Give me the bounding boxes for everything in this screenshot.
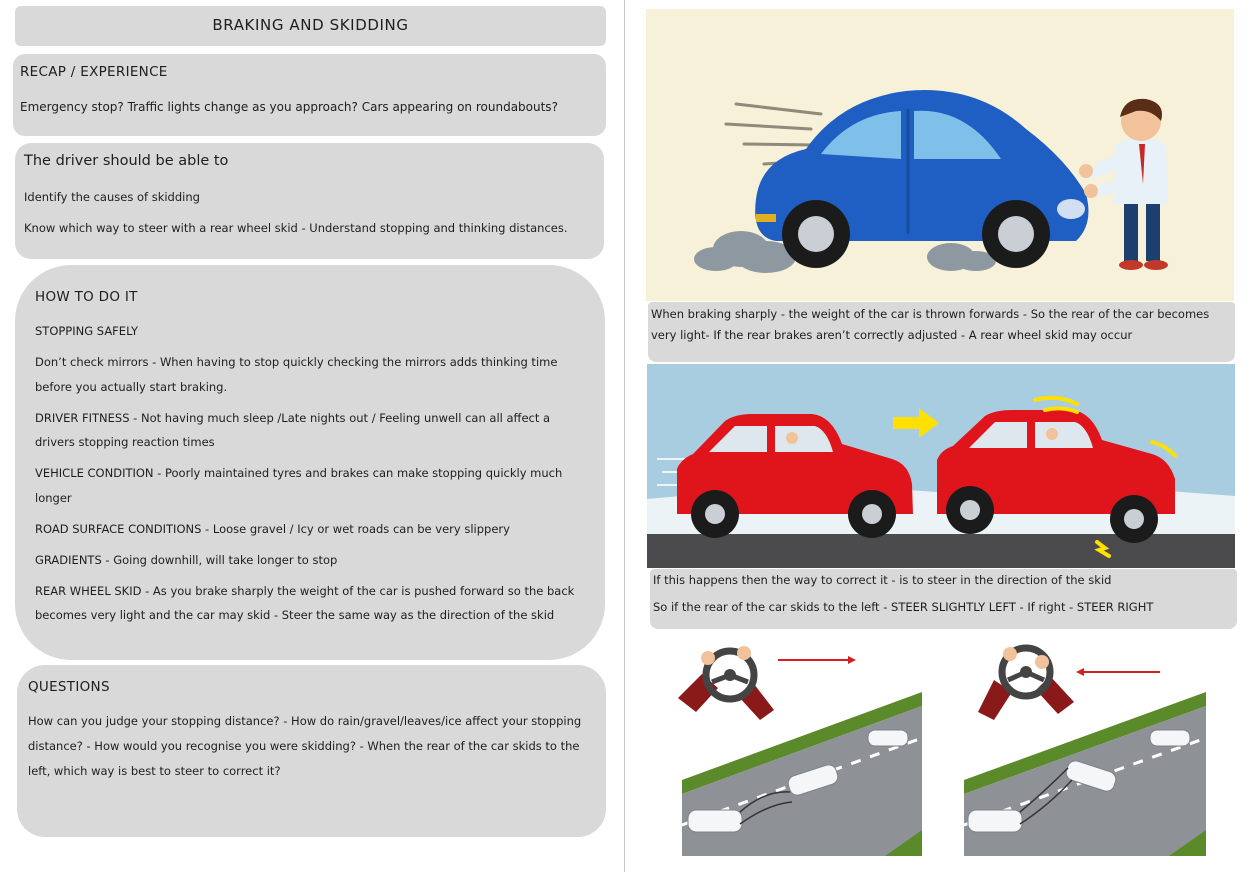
page-title: BRAKING AND SKIDDING bbox=[212, 16, 409, 34]
arrow-left-icon bbox=[1076, 668, 1160, 676]
mirrors-line-2: before you actually start braking. bbox=[35, 380, 228, 394]
correct-note-line-1: If this happens then the way to correct it - is to steer in the direction of the skid bbox=[653, 573, 1112, 587]
recap-text: Emergency stop? Traffic lights change as you approach? Cars appearing on roundabouts? bbox=[20, 100, 558, 114]
fitness-line-2: drivers stopping reaction times bbox=[35, 435, 215, 449]
road-surface-line: ROAD SURFACE CONDITIONS - Loose gravel / Icy or wet roads can be very slippery bbox=[35, 522, 510, 536]
steering-diagrams bbox=[670, 640, 1230, 856]
blue-car-icon bbox=[755, 90, 1088, 268]
questions-line-2: distance? - How would you recognise you were skidding? - When the rear of the car skids to the bbox=[28, 739, 580, 753]
braking-note-line-2: very light- If the rear brakes aren’t correctly adjusted - A rear wheel skid may occur bbox=[651, 328, 1133, 342]
title-banner bbox=[15, 6, 606, 46]
outcomes-line-1: Identify the causes of skidding bbox=[24, 190, 200, 204]
questions-panel bbox=[17, 665, 606, 837]
questions-line-1: How can you judge your stopping distance? - How do rain/gravel/leaves/ice affect your stopping bbox=[28, 714, 582, 728]
vehicle-line-2: longer bbox=[35, 491, 72, 505]
mirrors-line-1: Don’t check mirrors - When having to stop quickly checking the mirrors adds thinking time bbox=[35, 355, 558, 369]
recap-heading: RECAP / EXPERIENCE bbox=[20, 64, 168, 80]
steer-left-diagram bbox=[678, 646, 922, 856]
recap-panel bbox=[13, 54, 606, 136]
direction-arrow-icon bbox=[893, 408, 939, 438]
red-car-skid-illustration bbox=[647, 364, 1235, 568]
braking-note-line-1: When braking sharply - the weight of the car is thrown forwards - So the rear of the car becomes bbox=[651, 307, 1210, 321]
questions-line-3: left, which way is best to steer to correct it? bbox=[28, 764, 281, 778]
questions-heading: QUESTIONS bbox=[28, 679, 110, 695]
arrow-right-icon bbox=[778, 656, 856, 664]
how-to-heading: HOW TO DO IT bbox=[35, 289, 138, 305]
outcomes-panel bbox=[15, 143, 604, 259]
fitness-line-1: DRIVER FITNESS - Not having much sleep /Late nights out / Feeling unwell can all affect a bbox=[35, 411, 551, 425]
stopping-safely-label: STOPPING SAFELY bbox=[35, 324, 138, 338]
gradients-line: GRADIENTS - Going downhill, will take longer to stop bbox=[35, 553, 338, 567]
correct-note-line-2: So if the rear of the car skids to the left - STEER SLIGHTLY LEFT - If right - STEER RIGHT bbox=[653, 600, 1154, 614]
column-divider bbox=[624, 0, 625, 872]
braking-note-panel bbox=[648, 302, 1235, 362]
braking-car-illustration bbox=[646, 9, 1234, 301]
steering-wheel-icon bbox=[978, 647, 1074, 720]
rear-skid-line-2: becomes very light and the car may skid - Steer the same way as the direction of the skid bbox=[35, 608, 555, 622]
outcomes-heading: The driver should be able to bbox=[24, 153, 229, 169]
how-to-panel bbox=[15, 265, 605, 660]
startled-man-icon bbox=[1079, 99, 1168, 270]
vehicle-line-1: VEHICLE CONDITION - Poorly maintained tyres and brakes can make stopping quickly much bbox=[35, 466, 563, 480]
steering-wheel-icon bbox=[678, 646, 774, 720]
rear-skid-line-1: REAR WHEEL SKID - As you brake sharply the weight of the car is pushed forward so the back bbox=[35, 584, 575, 598]
steer-right-diagram bbox=[964, 647, 1206, 856]
correct-note-panel bbox=[650, 569, 1237, 629]
outcomes-line-2: Know which way to steer with a rear wheel skid - Understand stopping and thinking distances. bbox=[24, 221, 568, 235]
